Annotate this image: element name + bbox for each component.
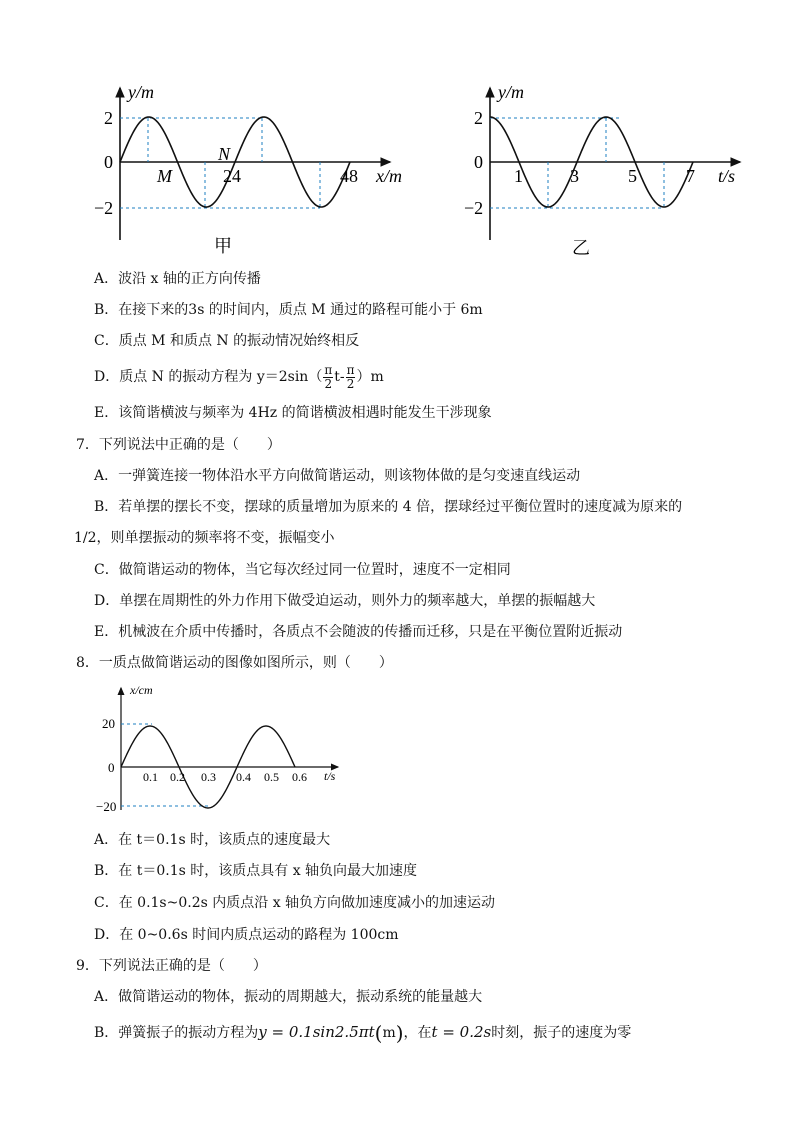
fraction-denominator: 2 (346, 376, 355, 391)
y-axis-label: y/m (128, 82, 154, 102)
tick-x-0-4: 0.4 (236, 770, 251, 784)
pi-over-2-fraction (323, 364, 333, 391)
q8-option-d: D．在 0~0.6s 时间内质点运动的路程为 100cm (94, 927, 399, 943)
tick-y-0: 0 (104, 152, 113, 172)
q9-option-a: A．做简谐运动的物体，振动的周期越大，振动系统的能量越大 (94, 989, 483, 1005)
guide-lines (121, 724, 210, 806)
tick-y-neg2: −2 (464, 198, 484, 218)
tick-y-2: 2 (104, 108, 113, 128)
x-axis-label: t/s (718, 166, 736, 186)
tick-y-20: 20 (102, 716, 115, 731)
x-axis-label: t/s (324, 769, 336, 783)
tick-x-0-2: 0.2 (170, 770, 185, 784)
q6-option-b: B．在接下来的3s 的时间内，质点 M 通过的路程可能小于 6m (94, 302, 483, 318)
fraction-numerator: π (324, 362, 333, 377)
tick-x-5: 5 (628, 166, 637, 186)
paren-open: ( (374, 1021, 383, 1045)
tick-x-0-1: 0.1 (143, 770, 158, 784)
q6-option-a: A．波沿 x 轴的正方向传播 (94, 271, 261, 287)
tick-x-24: 24 (223, 166, 241, 186)
q9-b-equation: y = 0.1sin2.5πt (258, 1023, 375, 1041)
tick-x-0-6: 0.6 (292, 770, 307, 784)
tick-x-3: 3 (570, 166, 579, 186)
tick-x-1: 1 (514, 166, 523, 186)
q8-option-a: A．在 t＝0.1s 时，该质点的速度最大 (94, 832, 331, 848)
q7-option-c: C．做简谐运动的物体，当它每次经过同一位置时，速度不一定相同 (94, 562, 511, 578)
paren-close: ) (395, 1021, 404, 1045)
tick-y-neg2: −2 (94, 198, 114, 218)
q6-option-d (94, 362, 384, 392)
q6-option-e: E．该简谐横波与频率为 4Hz 的简谐横波相遇时能发生干涉现象 (94, 405, 492, 421)
q7-option-b-continued: 1/2，则单摆振动的频率将不变，振幅变小 (74, 530, 335, 546)
figure-yi (460, 78, 760, 258)
tick-y-0: 0 (474, 152, 483, 172)
q6-d-suffix: ）m (356, 369, 384, 385)
q7-stem: 7．下列说法中正确的是（ ） (76, 437, 281, 453)
q6-d-prefix: D．质点 N 的振动方程为 y＝2sin（ (94, 369, 323, 385)
q7-option-e: E．机械波在介质中传播时，各质点不会随波的传播而迁移，只是在平衡位置附近振动 (94, 624, 623, 640)
q7-option-a: A．一弹簧连接一物体沿水平方向做简谐运动，则该物体做的是匀变速直线运动 (94, 468, 581, 484)
figure-q8 (90, 680, 360, 820)
fraction-denominator: 2 (324, 376, 333, 391)
fraction-numerator: π (346, 362, 355, 377)
pi-over-2-fraction (346, 364, 356, 391)
tick-x-7: 7 (686, 166, 695, 186)
q8-option-b: B．在 t＝0.1s 时，该质点具有 x 轴负向最大加速度 (94, 863, 418, 879)
q9-option-b (94, 1019, 631, 1045)
tick-y-0: 0 (108, 760, 115, 775)
y-axis-label: x/cm (130, 683, 153, 697)
point-m-label: M (157, 166, 172, 186)
q9-b-unit: m (382, 1025, 396, 1041)
q7-option-d: D．单摆在周期性的外力作用下做受迫运动，则外力的频率越大，单摆的振幅越大 (94, 593, 596, 609)
q8-option-c: C．在 0.1s~0.2s 内质点沿 x 轴负方向做加速度减小的加速运动 (94, 895, 496, 911)
q6-option-c: C．质点 M 和质点 N 的振动情况始终相反 (94, 333, 360, 349)
tick-x-0-5: 0.5 (264, 770, 279, 784)
q9-b-time: t = 0.2s (431, 1023, 492, 1041)
tick-x-48: 48 (340, 166, 358, 186)
q9-stem: 9．下列说法正确的是（ ） (76, 958, 267, 974)
q9-b-mid: ，在 (403, 1025, 432, 1041)
figure-jia (90, 78, 420, 258)
figure-caption: 甲 (214, 236, 232, 256)
tick-y-neg20: −20 (96, 799, 117, 814)
point-n-label: N (218, 144, 231, 164)
q9-b-prefix: B．弹簧振子的振动方程为 (94, 1025, 259, 1041)
q7-option-b: B．若单摆的摆长不变，摆球的质量增加为原来的 4 倍，摆球经过平衡位置时的速度减为原来的 (94, 499, 683, 515)
q8-stem: 8．一质点做简谐运动的图像如图所示，则（ ） (76, 655, 393, 671)
x-axis-label: x/m (376, 166, 402, 186)
figure-caption: 乙 (572, 238, 590, 258)
q6-d-t: t- (334, 369, 345, 385)
q9-b-suffix: 时刻，振子的速度为零 (491, 1025, 632, 1041)
tick-x-0-3: 0.3 (201, 770, 216, 784)
tick-y-2: 2 (474, 108, 483, 128)
y-axis-label: y/m (498, 82, 524, 102)
